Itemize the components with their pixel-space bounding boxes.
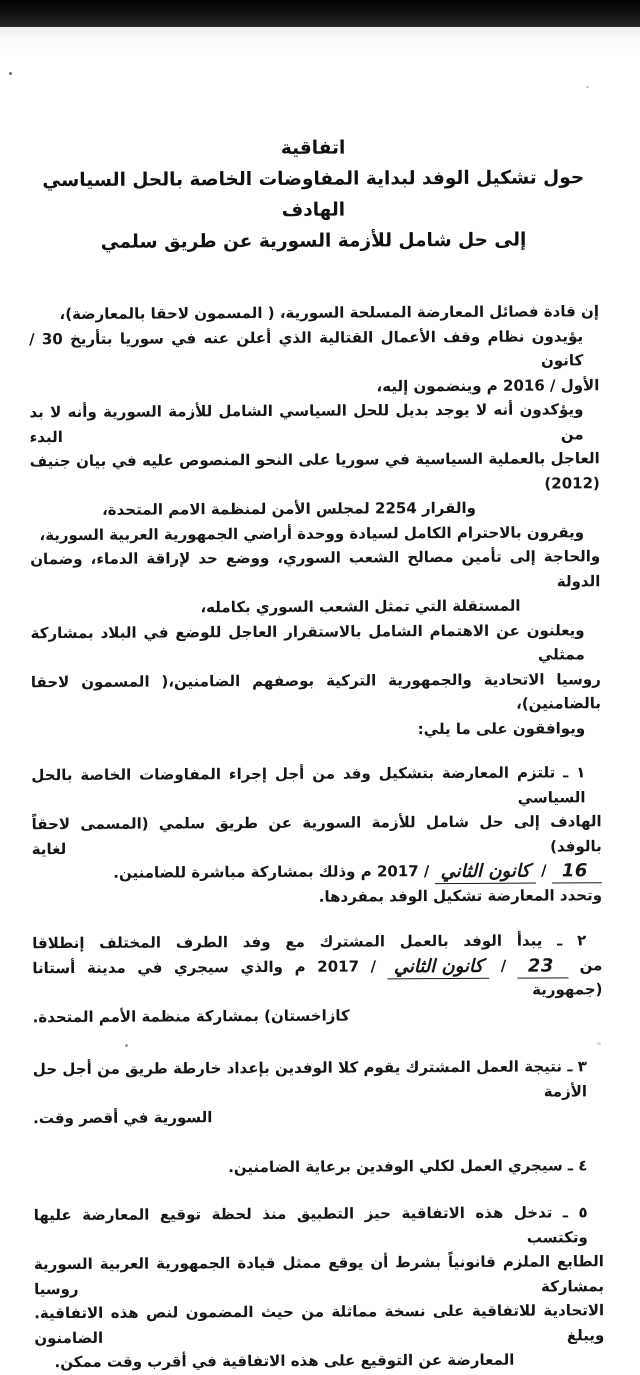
typed-text: ويعلنون عن الاهتمام الشامل بالاستقرار العاجل للوضع في البلاد بمشاركة ممثلي — [30, 620, 585, 664]
typed-text: / 2017 م وذلك بمشاركة مباشرة للضامنين. — [113, 862, 435, 882]
text-line — [34, 1249, 604, 1301]
typed-text: المعارضة عن التوقيع على هذه الاتفاقية في أقرب وقت ممكن. — [54, 1350, 515, 1372]
text-line — [31, 618, 601, 670]
typed-text: الطابع الملزم قانونياً بشرط أن يوقع ممثل قيادة الجمهورية العربية السورية بمشاركة روسيا — [33, 1252, 605, 1298]
typed-text: / — [489, 956, 518, 975]
text-line — [29, 324, 599, 376]
scan-speck — [9, 72, 12, 75]
item-4 — [33, 1153, 603, 1180]
typed-text: والقرار 2254 لمجلس الأمن لمنظمة الامم المتحدة، — [101, 498, 477, 519]
document-title — [28, 131, 599, 258]
text-line — [34, 1347, 604, 1374]
text-line — [31, 716, 601, 743]
text-line — [32, 858, 602, 885]
item-3 — [33, 1054, 603, 1130]
typed-text: كازاخستان) بمشاركة منظمة الأمم المتحدة. — [32, 1006, 350, 1026]
typed-text: ١ ـ تلتزم المعارضة بتشكيل وفد من أجل إجراء المفاوضات الخاصة بالحل السياسي — [31, 763, 586, 807]
text-line — [30, 593, 600, 620]
typed-text: الهادف إلى حل شامل للأزمة السورية عن طريق سلمي (المسمى لاحقاً بالوفد) لغاية — [31, 812, 602, 858]
document-content — [0, 131, 640, 1375]
title-line-3: إلى حل شامل للأزمة السورية عن طريق سلمي — [100, 229, 527, 253]
typed-text: إن قادة فصائل المعارضة المسلحة السورية، ( المسمون لاحقا بالمعارضة)، — [59, 302, 599, 324]
typed-text: ويقرون بالاحترام الكامل لسيادة ووحدة أراضي الجمهورية العربية السورية، — [39, 522, 585, 544]
text-line — [29, 397, 599, 449]
text-line — [33, 1103, 603, 1130]
text-line — [32, 928, 602, 955]
typed-text: ويؤكدون أنه لا يوجد بديل للحل السياسي الشامل للأزمة السورية وأنه لا بد من البدء — [29, 400, 584, 446]
text-line — [31, 667, 601, 719]
item-1 — [31, 760, 602, 910]
text-line — [30, 544, 600, 596]
text-line — [30, 520, 600, 547]
typed-text: ٥ ـ تدخل هذه الاتفاقية حيز التطبيق منذ لحظة توقيع المعارضة عليها وتكتسب — [33, 1203, 588, 1247]
typed-text: يؤيدون نظام وقف الأعمال القتالية الذي أعلن عنه في سوريا بتأريخ 30 / كانون — [29, 326, 584, 370]
scan-speck — [125, 1044, 128, 1047]
typed-text: السورية في أقصر وقت. — [33, 1108, 213, 1128]
typed-text: ٢ ـ يبدأ الوفد بالعمل المشترك مع وفد الطرف المختلف إنطلاقا — [32, 931, 587, 953]
text-line — [29, 299, 599, 326]
handwritten-date-text: كانون الثاني — [388, 956, 489, 979]
preamble — [29, 299, 601, 743]
handwritten-date-text: كانون الثاني — [435, 862, 536, 885]
text-line — [29, 373, 599, 400]
scan-speck — [586, 86, 589, 88]
typed-text: ٤ ـ سيجري العمل لكلي الوفدين برعاية الضامنين. — [228, 1155, 588, 1176]
item-5 — [34, 1200, 605, 1374]
title-word: اتفاقية — [280, 137, 346, 159]
text-line — [30, 495, 600, 522]
typed-text: / — [535, 861, 552, 880]
typed-text: ويوافقون على ما يلي: — [417, 718, 586, 738]
text-line — [34, 1200, 604, 1252]
typed-text: ٣ ـ نتيجة العمل المشترك يقوم كلا الوفدين بإعداد خارطة طريق من أجل حل الأزمة — [32, 1057, 588, 1101]
title-line-2: حول تشكيل الوفد لبداية المفاوضات الخاصة بالحل السياسي الهادف — [42, 167, 585, 221]
text-line — [30, 446, 600, 498]
item-2 — [32, 928, 603, 1029]
typed-text: روسيا الاتحادية والجمهورية التركية بوصفهم الضامنين،( المسمون لاحقا بالضامنين)، — [30, 669, 602, 713]
text-line — [31, 760, 601, 812]
handwritten-date-text: 16 — [552, 861, 602, 883]
handwritten-date-text: 23 — [518, 956, 568, 978]
typed-text: الاتحادية للاتفاقية على نسخة مماثلة من حيث المضمون لنص هذه الاتفاقية. ويبلغ الضامنون — [34, 1301, 605, 1347]
text-line — [32, 809, 602, 861]
document-body — [29, 299, 605, 1374]
text-line — [34, 1298, 604, 1350]
scan-speck — [597, 1042, 601, 1045]
typed-text: والحاجة إلى تأمين مصالح الشعب السوري، ووضع حد لإراقة الدماء، وضمان الدولة — [30, 547, 601, 590]
text-line — [33, 1153, 603, 1180]
text-line — [33, 1054, 603, 1106]
text-line — [32, 953, 602, 1005]
typed-text: المستقلة التي تمثل الشعب السوري بكامله، — [200, 596, 521, 617]
typed-text: / 2017 م والذي سيجري في مدينة أستانا (جمهورية — [32, 956, 603, 999]
text-line — [32, 883, 602, 910]
typed-text: الأول / 2016 م وينضمون إليه، — [376, 375, 600, 395]
scanned-document-page — [0, 27, 640, 1372]
typed-text: العاجل بالعملية السياسية في سوريا على النحو المنصوص عليه في بيان جنيف (2012) — [29, 449, 600, 493]
top-black-bar — [0, 0, 640, 27]
typed-text: من — [567, 955, 603, 974]
text-line — [33, 1002, 603, 1029]
typed-text: وتحدد المعارضة تشكيل الوفد بمفردها. — [318, 885, 603, 906]
